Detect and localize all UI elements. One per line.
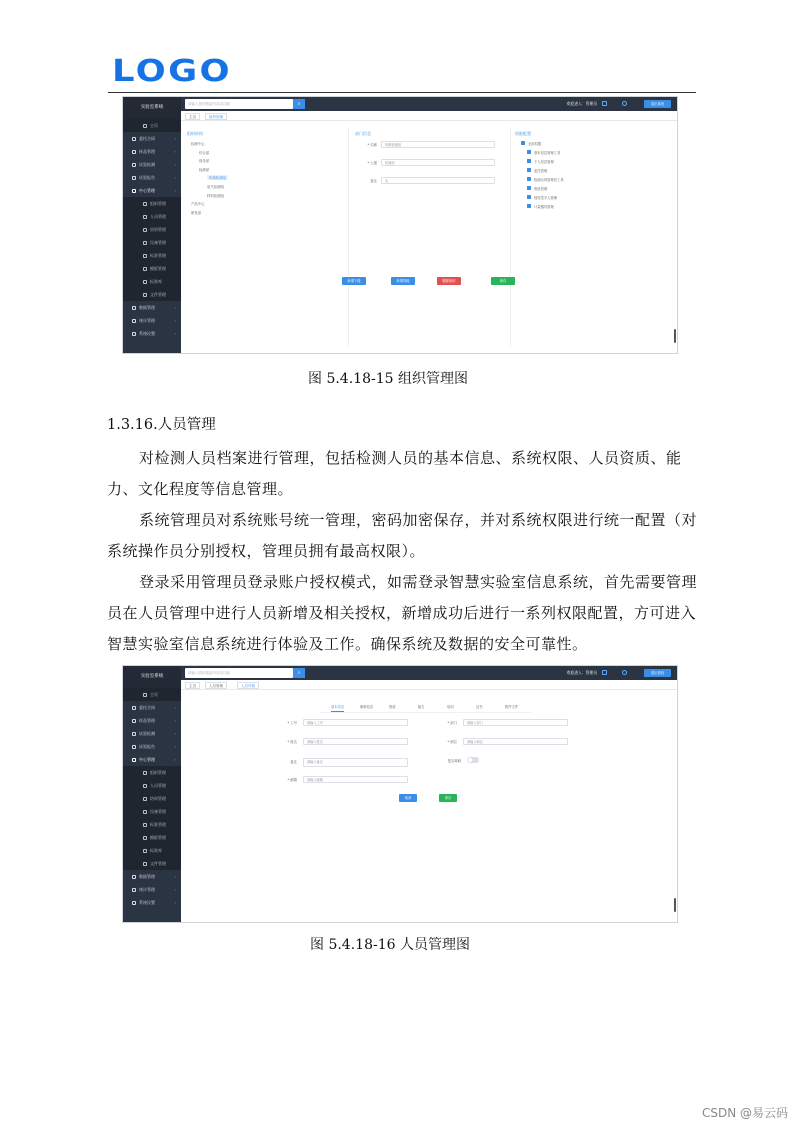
sidebar-item-label: 人员管理 xyxy=(150,214,166,219)
menu-icon xyxy=(143,267,147,271)
perm-checkbox[interactable] xyxy=(527,177,531,181)
sidebar-item-label: 人员管理 xyxy=(150,783,166,788)
sidebar-item-label: 委托合同 xyxy=(139,136,155,141)
sidebar-item-label: 主页 xyxy=(150,123,158,128)
sidebar-item[interactable] xyxy=(123,727,181,740)
field-label: * 部门 xyxy=(447,721,457,725)
search-button[interactable] xyxy=(293,99,305,109)
tab-org[interactable]: 组织管理 xyxy=(205,113,227,120)
field-label: 备注 xyxy=(290,760,297,764)
section-heading: 1.3.16.人员管理 xyxy=(107,417,216,433)
menu-icon xyxy=(143,797,147,801)
header-rule xyxy=(108,92,696,93)
org-management-screenshot xyxy=(122,96,678,354)
sidebar-item[interactable] xyxy=(123,327,181,340)
sidebar-item-label: 标准管理 xyxy=(150,822,166,827)
menu-icon xyxy=(143,228,147,232)
app-brand: 实验室系统 xyxy=(123,666,181,688)
sidebar-item-label: 试验报告 xyxy=(139,175,155,180)
sidebar-item-label: 培训管理 xyxy=(150,796,166,801)
chevron-icon: › xyxy=(174,149,176,154)
sidebar-item[interactable] xyxy=(123,883,181,896)
action-button[interactable]: 删除组织 xyxy=(437,277,461,285)
sidebar-item[interactable] xyxy=(123,275,181,288)
chevron-icon: › xyxy=(174,136,176,141)
scrollbar[interactable] xyxy=(674,898,676,912)
sidebar-item-label: 设备管理 xyxy=(150,240,166,245)
sidebar-item-label: 数据管理 xyxy=(139,874,155,879)
tree-node[interactable]: 产品中心 xyxy=(191,202,205,207)
resign-switch[interactable] xyxy=(467,757,479,763)
divider xyxy=(348,127,349,347)
sidebar-item[interactable] xyxy=(123,844,181,857)
menu-icon xyxy=(143,771,147,775)
tab-staff[interactable]: 人员管理 xyxy=(205,682,227,689)
menu-icon xyxy=(132,758,136,762)
welcome-text: 欢迎进入：管理员 xyxy=(566,670,597,675)
perm-checkbox[interactable] xyxy=(527,204,531,208)
perm-label: 委托管理 xyxy=(534,168,548,173)
tree-node[interactable]: 材料检测组 xyxy=(207,193,224,198)
sidebar-item-label: 标准库 xyxy=(150,279,162,284)
form-tab[interactable]: 证书 xyxy=(476,705,483,709)
tree-node[interactable]: 电气检测组 xyxy=(207,185,224,189)
calendar-icon[interactable] xyxy=(602,670,607,675)
menu-icon xyxy=(143,124,147,128)
divider xyxy=(510,127,511,347)
logout-button[interactable]: 退出系统 xyxy=(644,669,671,677)
menu-icon xyxy=(132,745,136,749)
perm-title: 权限配置 xyxy=(515,131,531,136)
menu-icon xyxy=(143,862,147,866)
app-brand: 实验室系统 xyxy=(123,97,181,119)
form-tab[interactable]: 能力 xyxy=(418,705,425,709)
perm-label: 资质管理 xyxy=(534,186,548,191)
menu-icon xyxy=(143,293,147,297)
chevron-icon: › xyxy=(174,731,176,736)
sidebar-item[interactable] xyxy=(123,171,181,184)
sidebar-item[interactable] xyxy=(123,740,181,753)
tab-staff-detail[interactable]: 人员详情 xyxy=(237,682,259,689)
chevron-icon: › xyxy=(174,757,176,762)
menu-icon xyxy=(143,254,147,258)
menu-icon xyxy=(132,176,136,180)
chevron-icon: › xyxy=(174,188,176,193)
paragraph-1: 对检测人员档案进行管理，包括检测人员的基本信息、系统权限、人员资质、能力、文化程度等信息管理。 xyxy=(107,449,682,498)
menu-icon xyxy=(132,901,136,905)
sidebar-item-label: 中心管理 xyxy=(139,757,155,762)
form-tab[interactable]: 培训 xyxy=(447,705,454,709)
sidebar-item[interactable] xyxy=(123,119,181,132)
sidebar-item[interactable] xyxy=(123,714,181,727)
menu-icon xyxy=(143,693,147,697)
sidebar-item[interactable] xyxy=(123,145,181,158)
org-tree-panel xyxy=(187,131,347,281)
chevron-icon: › xyxy=(174,887,176,892)
tree-node[interactable]: 财务部 xyxy=(199,159,210,164)
menu-icon xyxy=(132,875,136,879)
search-icon: ⌕ xyxy=(297,101,301,107)
field-input[interactable]: 请输入姓名 xyxy=(303,738,408,745)
sidebar-item[interactable] xyxy=(123,288,181,301)
sidebar-item[interactable] xyxy=(123,688,181,701)
chevron-icon: › xyxy=(174,874,176,879)
sidebar-item-label: 标准库 xyxy=(150,848,162,853)
sidebar-item-label: 模板管理 xyxy=(150,266,166,271)
dept-info-title: 部门信息 xyxy=(355,131,371,136)
sidebar-item-label: 组织管理 xyxy=(150,770,166,775)
sidebar-item-label: 标准管理 xyxy=(150,253,166,258)
field-input[interactable]: 检测部 xyxy=(381,159,495,166)
perm-label: 授权签字人管理 xyxy=(534,195,558,200)
chevron-icon: › xyxy=(174,175,176,180)
perm-checkbox[interactable] xyxy=(527,186,531,190)
logout-button[interactable]: 退出系统 xyxy=(644,100,671,108)
action-button[interactable]: 新增下级 xyxy=(342,277,366,285)
field-input[interactable]: 请输入职位 xyxy=(463,738,568,745)
org-tree-title: 组织结构 xyxy=(187,131,203,136)
field-label: * 工号 xyxy=(287,721,297,725)
figure-caption-1: 图 5.4.18-15 组织管理图 xyxy=(308,371,468,387)
sidebar-item[interactable] xyxy=(123,132,181,145)
tree-node[interactable]: 研发部 xyxy=(191,210,202,215)
form-tab[interactable]: 资质 xyxy=(389,705,396,709)
sidebar-item-label: 主页 xyxy=(150,692,158,697)
tree-node[interactable]: 机械检测组 xyxy=(209,176,226,181)
perm-label: 计量器具管理 xyxy=(534,204,554,209)
perm-label: 个人信息管理 xyxy=(534,159,554,164)
field-label: 备注 xyxy=(370,179,377,183)
tree-node[interactable]: 综合部 xyxy=(199,150,210,155)
user-icon[interactable] xyxy=(622,670,627,675)
field-input[interactable]: 请输入备注 xyxy=(303,758,408,767)
field-label: * 邮箱 xyxy=(287,778,297,782)
dept-info-panel xyxy=(355,131,505,281)
menu-icon xyxy=(143,241,147,245)
sidebar xyxy=(123,97,181,353)
perm-checkbox[interactable] xyxy=(527,150,531,154)
sidebar-item-label: 委托合同 xyxy=(139,705,155,710)
sidebar-item[interactable] xyxy=(123,779,181,792)
search-button[interactable] xyxy=(293,668,305,678)
form-button[interactable]: 取消 xyxy=(399,794,417,802)
user-icon[interactable] xyxy=(622,101,627,106)
field-input[interactable]: 机械检测组 xyxy=(381,141,495,148)
sidebar-item[interactable] xyxy=(123,792,181,805)
sidebar-item[interactable] xyxy=(123,818,181,831)
tab-bar xyxy=(181,111,677,121)
sidebar-item-label: 模板管理 xyxy=(150,835,166,840)
sidebar-item-label: 样品管理 xyxy=(139,718,155,723)
sidebar-item-label: 培训管理 xyxy=(150,227,166,232)
sidebar-item[interactable] xyxy=(123,831,181,844)
action-button[interactable]: 新增同级 xyxy=(391,277,415,285)
chevron-icon: › xyxy=(174,162,176,167)
form-tab[interactable]: 附件文件 xyxy=(505,705,519,709)
menu-icon xyxy=(143,836,147,840)
search-input[interactable]: 请输入您的搜索内容或功能 xyxy=(185,99,293,109)
menu-icon xyxy=(132,332,136,336)
sidebar-item[interactable] xyxy=(123,301,181,314)
field-input[interactable]: 请输入部门 xyxy=(463,719,568,726)
sidebar-item[interactable] xyxy=(123,262,181,275)
form-button[interactable]: 保存 xyxy=(439,794,457,802)
perm-checkbox[interactable] xyxy=(527,195,531,199)
menu-icon xyxy=(132,137,136,141)
tab-home[interactable]: 主页 xyxy=(185,113,200,120)
sidebar-item-label: 数据管理 xyxy=(139,305,155,310)
sidebar-item[interactable] xyxy=(123,766,181,779)
sidebar-item-label: 统计管理 xyxy=(139,887,155,892)
perm-label: 全部权限 xyxy=(528,141,542,146)
perm-panel xyxy=(515,131,665,281)
field-label: * 职位 xyxy=(447,740,457,744)
figure-caption-2: 图 5.4.18-16 人员管理图 xyxy=(310,937,470,953)
welcome-text: 欢迎进入：管理员 xyxy=(566,101,597,106)
field-input[interactable]: 请输入邮箱 xyxy=(303,776,408,783)
perm-label: 检测合同管理员工具 xyxy=(534,177,564,182)
tree-node[interactable]: 检测部 xyxy=(199,167,210,172)
menu-icon xyxy=(132,163,136,167)
sidebar-item[interactable] xyxy=(123,236,181,249)
sidebar-item-label: 系统设置 xyxy=(139,900,155,905)
scrollbar[interactable] xyxy=(674,329,676,343)
sidebar-item-label: 文件管理 xyxy=(150,292,166,297)
menu-icon xyxy=(143,823,147,827)
field-label: * 名称 xyxy=(367,143,377,147)
sidebar-item-label: 系统设置 xyxy=(139,331,155,336)
sidebar-item[interactable] xyxy=(123,701,181,714)
sidebar-item-label: 试验报告 xyxy=(139,744,155,749)
menu-icon xyxy=(143,280,147,284)
sidebar-item[interactable] xyxy=(123,158,181,171)
action-button[interactable]: 保存 xyxy=(491,277,515,285)
sidebar-item[interactable] xyxy=(123,857,181,870)
sidebar-item-label: 组织管理 xyxy=(150,201,166,206)
paragraph-3: 登录采用管理员登录账户授权模式，如需登录智慧实验室信息系统，首先需要管理员在人员管理中进行人员新增及相关授权，新增成功后进行一系列权限配置，方可进入智慧实验室信息系统进行体验及工作。确保系统及数据的安全可靠性。 xyxy=(107,573,698,653)
sidebar-item-label: 中心管理 xyxy=(139,188,155,193)
menu-icon xyxy=(132,719,136,723)
menu-icon xyxy=(143,810,147,814)
staff-management-screenshot xyxy=(122,665,678,923)
sidebar-item[interactable] xyxy=(123,184,181,197)
chevron-icon: › xyxy=(174,705,176,710)
sidebar-item[interactable] xyxy=(123,223,181,236)
sidebar-item-label: 统计管理 xyxy=(139,318,155,323)
chevron-icon: › xyxy=(174,318,176,323)
tree-node[interactable]: 检测中心 xyxy=(191,142,205,146)
search-input[interactable]: 请输入您的搜索内容或功能 xyxy=(185,668,293,678)
paragraph-2: 系统管理员对系统账号统一管理，密码加密保存，并对系统权限进行统一配置（对系统操作员分别授权，管理员拥有最高权限）。 xyxy=(107,511,698,560)
sidebar-item[interactable] xyxy=(123,210,181,223)
perm-checkbox[interactable] xyxy=(521,141,525,145)
resign-label: 是否离职 xyxy=(447,759,461,763)
sidebar-item-label: 设备管理 xyxy=(150,809,166,814)
menu-icon xyxy=(132,319,136,323)
sidebar-menu xyxy=(123,119,181,340)
sidebar-item[interactable] xyxy=(123,805,181,818)
sidebar-item[interactable] xyxy=(123,870,181,883)
sidebar-item[interactable] xyxy=(123,896,181,909)
field-input[interactable]: 无 xyxy=(381,177,495,184)
chevron-icon: › xyxy=(174,900,176,905)
field-label: * 姓名 xyxy=(287,740,297,744)
tabs-underline xyxy=(321,712,531,713)
tab-home[interactable]: 主页 xyxy=(185,682,200,689)
calendar-icon[interactable] xyxy=(602,101,607,106)
perm-checkbox[interactable] xyxy=(527,159,531,163)
menu-icon xyxy=(143,784,147,788)
menu-icon xyxy=(132,706,136,710)
sidebar-item[interactable] xyxy=(123,249,181,262)
menu-icon xyxy=(132,888,136,892)
menu-icon xyxy=(132,306,136,310)
sidebar-item[interactable] xyxy=(123,314,181,327)
logo: LOGO xyxy=(112,54,232,89)
menu-icon xyxy=(143,202,147,206)
menu-icon xyxy=(132,732,136,736)
top-bar xyxy=(181,666,677,680)
sidebar xyxy=(123,666,181,922)
menu-icon xyxy=(132,189,136,193)
perm-label: 基本信息管理工具 xyxy=(534,150,561,155)
field-input[interactable]: 请输入工号 xyxy=(303,719,408,726)
chevron-icon: › xyxy=(174,331,176,336)
top-bar xyxy=(181,97,677,111)
form-tab[interactable]: 职称信息 xyxy=(360,705,374,709)
chevron-icon: › xyxy=(174,305,176,310)
sidebar-item-label: 样品管理 xyxy=(139,149,155,154)
tab-bar xyxy=(181,680,677,690)
menu-icon xyxy=(143,215,147,219)
form-tab[interactable]: 基本信息 xyxy=(331,704,344,712)
body-text xyxy=(107,443,697,660)
chevron-icon: › xyxy=(174,718,176,723)
sidebar-item-label: 文件管理 xyxy=(150,861,166,866)
chevron-icon: › xyxy=(174,744,176,749)
sidebar-item[interactable] xyxy=(123,753,181,766)
search-icon: ⌕ xyxy=(297,670,301,676)
sidebar-item-label: 试验检测 xyxy=(139,731,155,736)
sidebar-item[interactable] xyxy=(123,197,181,210)
sidebar-item-label: 试验检测 xyxy=(139,162,155,167)
perm-checkbox[interactable] xyxy=(527,168,531,172)
menu-icon xyxy=(143,849,147,853)
field-label: * 上级 xyxy=(367,161,377,165)
sidebar-menu xyxy=(123,688,181,909)
watermark: CSDN @易云码 xyxy=(701,1106,788,1120)
menu-icon xyxy=(132,150,136,154)
